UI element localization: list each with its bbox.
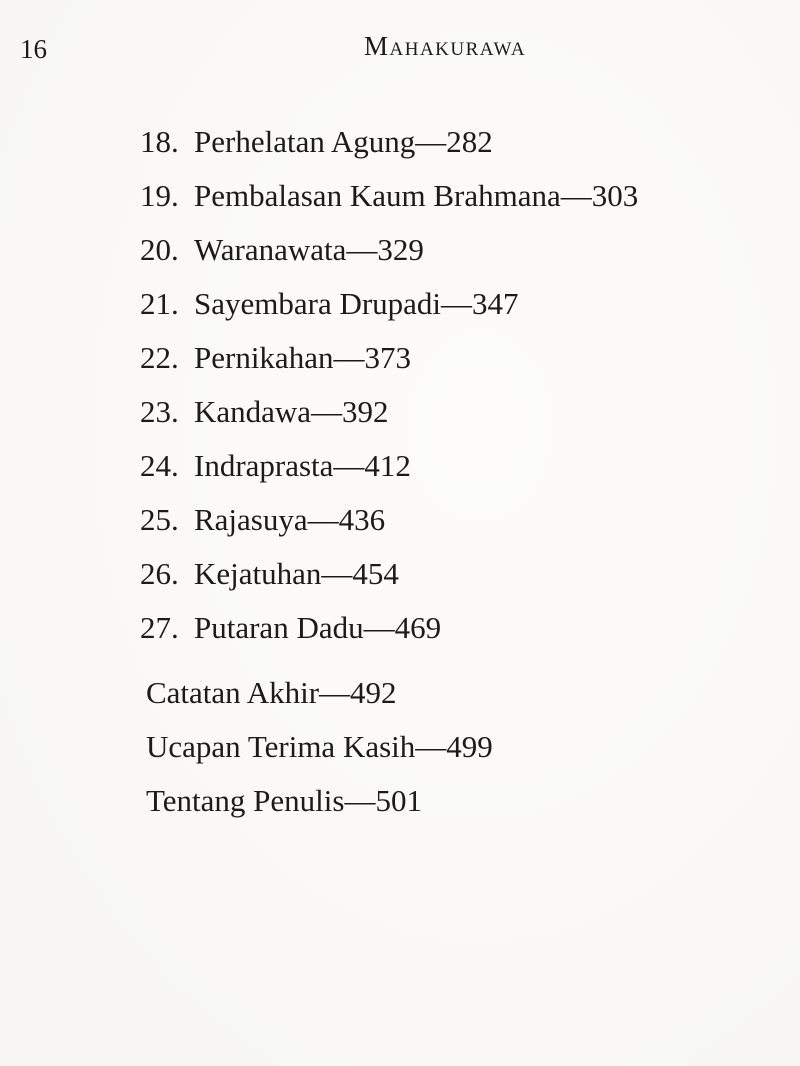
toc-entry-number: 21. — [140, 286, 179, 321]
toc-entry-number: 24. — [140, 448, 179, 483]
page-number: 16 — [20, 34, 47, 64]
toc-entry-title: Rajasuya—436 — [194, 502, 386, 537]
toc-entry-number: 20. — [140, 232, 179, 267]
toc-entry — [140, 552, 780, 606]
table-of-contents — [140, 120, 780, 660]
toc-entry-number: 25. — [140, 502, 179, 537]
running-header-title: Mahakurawa — [364, 31, 527, 61]
toc-entry — [140, 228, 780, 282]
toc-entry — [140, 282, 780, 336]
toc-entry — [140, 390, 780, 444]
toc-back-matter-entry: Catatan Akhir—492 — [146, 675, 397, 710]
toc-entry — [140, 174, 780, 228]
toc-entry-number: 26. — [140, 556, 179, 591]
toc-entry — [140, 444, 780, 498]
toc-entry-title: Kejatuhan—454 — [194, 556, 399, 591]
toc-entry-number: 23. — [140, 394, 179, 429]
toc-back-matter-entry: Ucapan Terima Kasih—499 — [146, 729, 493, 764]
toc-entry-title: Pembalasan Kaum Brahmana—303 — [194, 178, 639, 213]
toc-entry-title: Sayembara Drupadi—347 — [194, 286, 519, 321]
toc-entry-number: 18. — [140, 124, 179, 159]
toc-entry-number: 27. — [140, 610, 179, 645]
toc-entry-title: Kandawa—392 — [194, 394, 389, 429]
toc-entry — [140, 120, 780, 174]
toc-entry-title: Perhelatan Agung—282 — [194, 124, 493, 159]
toc-entry-number: 19. — [140, 178, 179, 213]
toc-entry-title: Pernikahan—373 — [194, 340, 411, 375]
toc-entry-title: Indraprasta—412 — [194, 448, 411, 483]
toc-back-matter-entry: Tentang Penulis—501 — [146, 783, 422, 818]
toc-entry-title: Waranawata—329 — [194, 232, 424, 267]
toc-entry-title: Putaran Dadu—469 — [194, 610, 442, 645]
toc-entry — [140, 336, 780, 390]
toc-entry — [140, 606, 780, 660]
toc-entry-number: 22. — [140, 340, 179, 375]
toc-entry — [140, 498, 780, 552]
